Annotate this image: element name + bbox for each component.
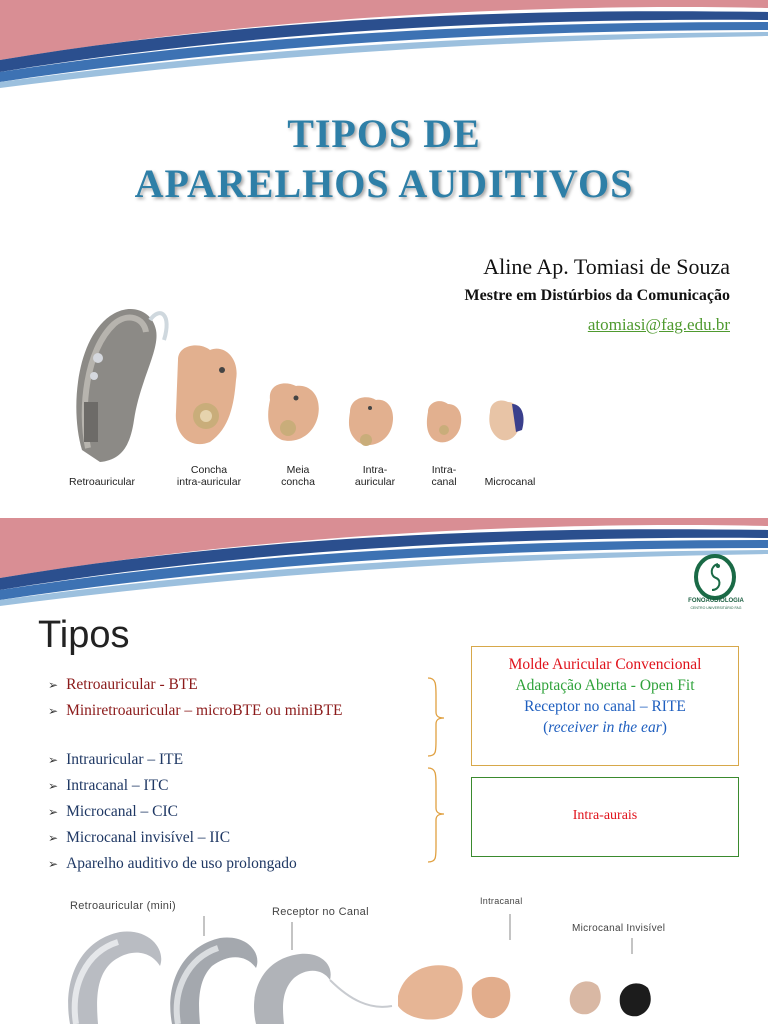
fonoaudiologia-logo-icon — [692, 554, 738, 600]
intra-canal-device-icon — [427, 401, 461, 442]
logo-subtext: CENTRO UNIVERSITÁRIO FAG — [690, 606, 742, 610]
box-intra-aurais — [471, 777, 739, 857]
arrow-bullet-icon: ➢ — [48, 678, 59, 692]
list-item: ➢ Microcanal invisível – IIC — [48, 829, 231, 846]
box1-line-receiver: (receiver in the ear) — [543, 719, 667, 736]
device-label-concha: Concha intra-auricular — [176, 464, 242, 488]
bottom-label-intracanal: Intracanal — [480, 896, 523, 906]
box1-line-rite: Receptor no canal – RITE — [524, 698, 686, 715]
title-line-2: APARELHOS AUDITIVOS — [134, 161, 634, 206]
microcanal-device-icon — [489, 400, 523, 440]
list-item: ➢ Miniretroauricular – microBTE ou miniBTE — [48, 702, 343, 719]
list-item: ➢ Intrauricular – ITE — [48, 751, 184, 768]
mini-bte-device-icon — [68, 932, 161, 1024]
arrow-bullet-icon: ➢ — [48, 805, 59, 819]
box2-label: Intra-aurais — [572, 808, 638, 823]
intracanal-device-icon — [398, 965, 510, 1019]
bottom-devices-illustration — [0, 910, 768, 1024]
slide-heading: Tipos — [38, 614, 130, 656]
hearing-aids-illustration — [60, 300, 560, 470]
bottom-label-mini: Retroauricular (mini) — [70, 900, 176, 912]
meia-concha-device-icon — [268, 383, 319, 441]
arrow-bullet-icon: ➢ — [48, 704, 59, 718]
brace-connectors — [424, 676, 450, 866]
arrow-bullet-icon: ➢ — [48, 831, 59, 845]
header-wave-banner — [0, 0, 768, 90]
slide-tipos — [0, 518, 768, 1024]
device-label-intra-auricular: Intra- auricular — [354, 464, 396, 488]
device-label-intra-canal: Intra- canal — [431, 464, 457, 488]
rite-device-icon — [254, 954, 392, 1024]
logo-text: FONOAUDIOLOGIA — [688, 598, 744, 604]
device-label-retroauricular: Retroauricular — [69, 476, 135, 488]
arrow-bullet-icon: ➢ — [48, 779, 59, 793]
arrow-bullet-icon: ➢ — [48, 857, 59, 871]
box1-line-molde: Molde Auricular Convencional — [508, 656, 702, 673]
bottom-label-receptor: Receptor no Canal — [272, 906, 369, 918]
bte-device-icon — [76, 309, 166, 462]
box1-line-open-fit: Adaptação Aberta - Open Fit — [515, 677, 695, 694]
arrow-bullet-icon: ➢ — [48, 753, 59, 767]
concha-device-icon — [176, 345, 237, 444]
bottom-label-invisivel: Microcanal Invisível — [572, 923, 666, 934]
list-item: ➢ Retroauricular - BTE — [48, 676, 198, 693]
author-name: Aline Ap. Tomiasi de Souza — [483, 254, 730, 279]
list-item: ➢ Intracanal – ITC — [48, 777, 169, 794]
list-item: ➢ Microcanal – CIC — [48, 803, 178, 820]
list-item: ➢ Aparelho auditivo de uso prolongado — [48, 855, 297, 872]
list-group-intra — [48, 747, 297, 877]
device-label-meia-concha: Meia concha — [281, 464, 315, 488]
device-label-microcanal: Microcanal — [484, 476, 536, 488]
header-wave-banner — [0, 518, 768, 608]
title-line-1: TIPOS DE — [287, 111, 481, 156]
box-retro-types — [471, 646, 739, 766]
mini-bte-device-icon — [170, 937, 257, 1024]
intra-auricular-device-icon — [349, 397, 393, 446]
list-group-retroauricular — [48, 672, 342, 724]
author-email-link[interactable]: atomiasi@fag.edu.br — [587, 315, 730, 334]
iic-device-icon — [570, 981, 651, 1016]
author-degree: Mestre em Distúrbios da Comunicação — [464, 287, 730, 304]
